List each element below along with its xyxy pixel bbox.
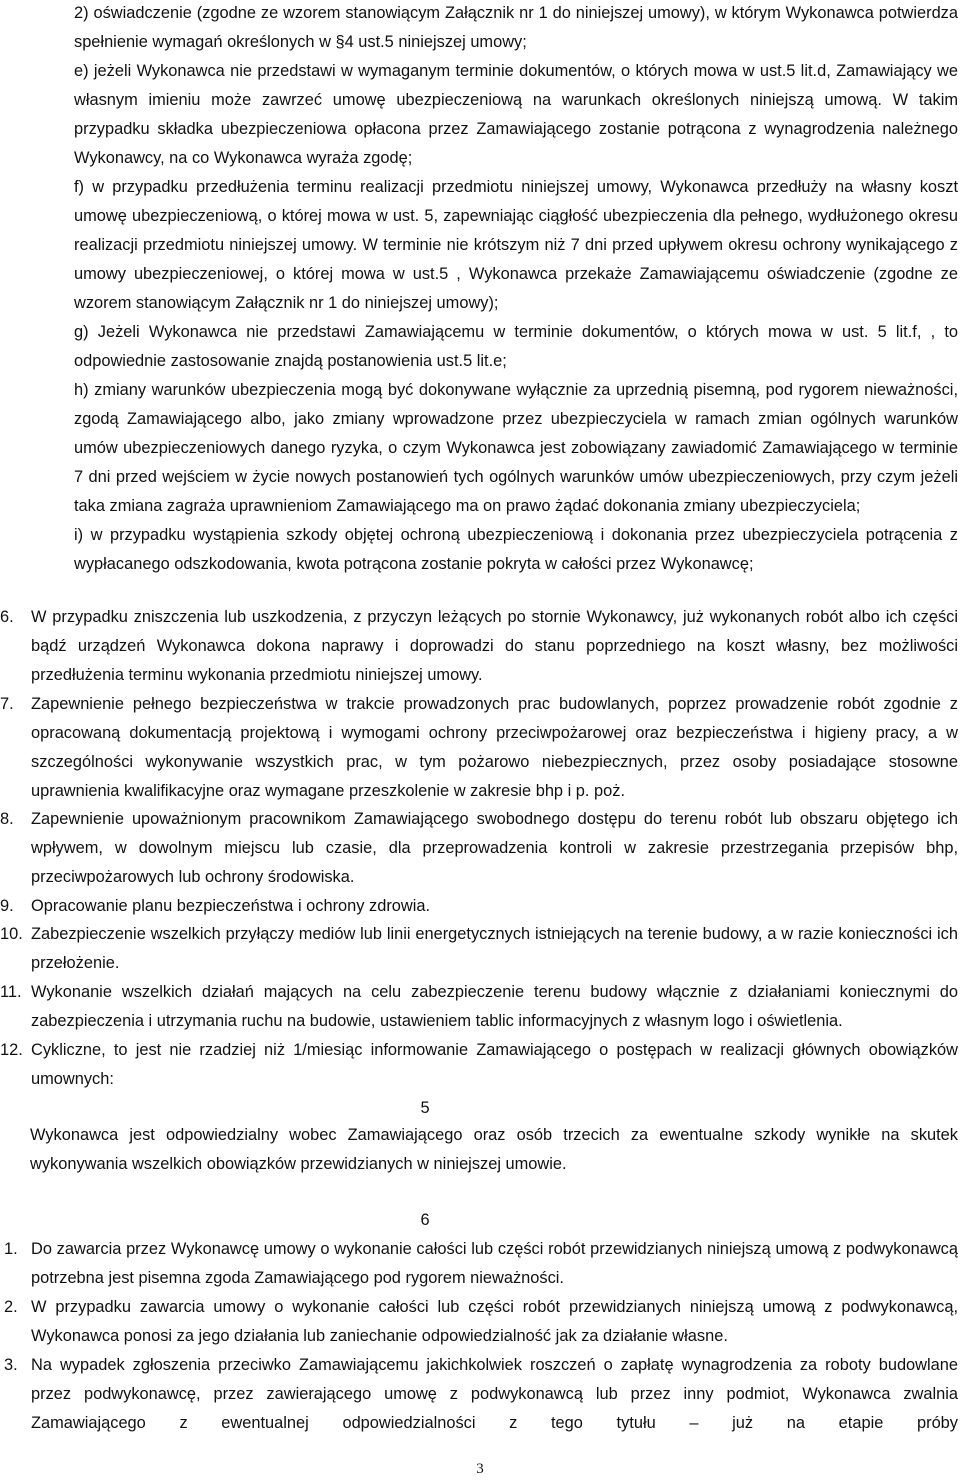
clause-h: h) zmiany warunków ubezpieczenia mogą być dokonywane wyłącznie za uprzednią pisemną, pod rygorem nieważności, zgodą Zamawiającego albo, jako zmiany wprowadzone przez ubezpieczyciela w ramach zmian ogólnych warunków umów ubezpieczeniowych danego ryzyka, o czym Wykonawca jest zobowiązany zawiadomić Zamawiającego w terminie 7 dni przed wejściem w życie nowych postanowień tych ogólnych warunków umów ubezpieczeniowych, przy czym jeżeli taka zmiana zagraża uprawnieniom Zamawiającego ma on prawo żądać dokonania zmiany ubezpieczyciela; — [74, 381, 958, 515]
list-item-9 — [0, 892, 958, 921]
item-number: 11. — [0, 983, 22, 1001]
item-text: W przypadku zniszczenia lub uszkodzenia, z przyczyn leżących po stornie Wykonawcy, już wykonanych robót albo ich części bądź urządzeń Wykonawca dokona naprawy i doprowadzi do stanu poprzedniego na koszt własny, bez możliwości przedłużenia terminu wykonania przedmiotu niniejszej umowy. — [31, 608, 958, 684]
section-6-item-1 — [4, 1235, 958, 1293]
item-number: 6. — [0, 608, 14, 626]
section-6-item-2 — [4, 1293, 958, 1351]
item-number: 8. — [0, 810, 14, 828]
item-text: W przypadku zawarcia umowy o wykonanie całości lub części robót przewidzianych niniejszą umową z podwykonawcą, Wykonawca ponosi za jego działania lub zaniechanie odpowiedzialność jak za działanie własne. — [31, 1298, 958, 1345]
section-5-heading: 5 — [420, 1099, 430, 1117]
clause-f: f) w przypadku przedłużenia terminu realizacji przedmiotu niniejszej umowy, Wykonawca przedłuży na własny koszt umowę ubezpieczeniową, o której mowa w ust. 5, zapewniając ciągłość ubezpieczenia dla pełnego, wydłużonego okresu realizacji przedmiotu niniejszej umowy. W terminie nie krótszym niż 7 dni przed upływem okresu ochrony wynikającego z umowy ubezpieczeniowej, o której mowa w ust.5 , Wykonawca przekaże Zamawiającemu oświadczenie (zgodne ze wzorem stanowiącym Załącznik nr 1 do niniejszej umowy); — [74, 178, 958, 312]
insurance-clauses — [74, 0, 958, 579]
list-item-10 — [0, 920, 958, 978]
item-text: Cykliczne, to jest nie rzadziej niż 1/miesiąc informowanie Zamawiającego o postępach w realizacji głównych obowiązków umownych: — [31, 1041, 958, 1088]
list-item-8 — [0, 805, 958, 892]
section-6-heading: 6 — [420, 1211, 430, 1229]
section-6-item-3 — [4, 1351, 958, 1438]
item-text: Zapewnienie pełnego bezpieczeństwa w trakcie prowadzonych prac budowlanych, poprzez prowadzenie robót zgodnie z opracowaną dokumentacją projektową i wymogami ochrony przeciwpożarowej oraz bezpieczeństwa i higieny pracy, a w szczególności wykonywanie wszystkich prac, w tym pożarowo niebezpiecznych, przez osoby posiadające stosowne uprawnienia kwalifikacyjne oraz wymagane przeszkolenie w zakresie bhp i p. poż. — [31, 695, 958, 800]
item-number: 10. — [0, 925, 23, 943]
section-5-text: Wykonawca jest odpowiedzialny wobec Zamawiającego oraz osób trzecich za ewentualne szkody wynikłe na skutek wykonywania wszelkich obowiązków przewidzianych w niniejszej umowie. — [30, 1126, 958, 1173]
list-item-7 — [0, 690, 958, 806]
item-text: Zapewnienie upoważnionym pracownikom Zamawiającego swobodnego dostępu do terenu robót lub obszaru objętego ich wpływem, w dowolnym miejscu lub czasie, dla przeprowadzenia kontroli w zakresie przestrzegania przepisów bhp, przeciwpożarowych lub ochrony środowiska. — [31, 810, 958, 886]
clause-2: 2) oświadczenie (zgodne ze wzorem stanowiącym Załącznik nr 1 do niniejszej umowy), w którym Wykonawca potwierdza spełnienie wymagań określonych w §4 ust.5 niniejszej umowy; — [74, 4, 958, 51]
item-number: 9. — [0, 897, 14, 915]
clause-g: g) Jeżeli Wykonawca nie przedstawi Zamawiającemu w terminie dokumentów, o których mowa w ust. 5 lit.f, , to odpowiednie zastosowanie znajdą postanowienia ust.5 lit.e; — [74, 323, 958, 370]
clause-i: i) w przypadku wystąpienia szkody objętej ochroną ubezpieczeniową i dokonania przez ubezpieczyciela potrącenia z wypłacanego odszkodowania, kwota potrącona zostanie pokryta w całości przez Wykonawcę; — [74, 526, 958, 573]
item-text: Wykonanie wszelkich działań mających na celu zabezpieczenie terenu budowy włącznie z działaniami koniecznymi do zabezpieczenia i utrzymania ruchu na budowie, ustawieniem tablic informacyjnych z własnym logo i oświetlenia. — [31, 983, 958, 1030]
item-number: 3. — [4, 1356, 18, 1374]
list-item-6 — [0, 603, 958, 690]
item-number: 7. — [0, 695, 14, 713]
clause-e: e) jeżeli Wykonawca nie przedstawi w wymaganym terminie dokumentów, o których mowa w ust.5 lit.d, Zamawiający we własnym imieniu może zawrzeć umowę ubezpieczeniową na warunkach określonych niniejszą umową. W takim przypadku składka ubezpieczeniowa opłacona przez Zamawiającego zostanie potrącona z wynagrodzenia należnego Wykonawcy, na co Wykonawca wyraża zgodę; — [74, 62, 958, 167]
list-item-12 — [0, 1036, 958, 1094]
item-number: 12. — [0, 1041, 23, 1059]
page-number: 3 — [476, 1461, 484, 1477]
item-text: Do zawarcia przez Wykonawcę umowy o wykonanie całości lub części robót przewidzianych niniejszą umową z podwykonawcą potrzebna jest pisemna zgoda Zamawiającego pod rygorem nieważności. — [31, 1240, 958, 1287]
item-text: Zabezpieczenie wszelkich przyłączy mediów lub linii energetycznych istniejących na terenie budowy, a w razie konieczności ich przełożenie. — [31, 925, 958, 972]
item-text: Na wypadek zgłoszenia przeciwko Zamawiającemu jakichkolwiek roszczeń o zapłatę wynagrodzenia za roboty budowlane przez podwykonawcę, przez zawierającego umowę z podwykonawcą lub przez inny podmiot, Wykonawca zwalnia Zamawiającego z ewentualnej odpowiedzialności z tego tytułu – już na etapie próby — [31, 1356, 958, 1432]
list-item-11 — [0, 978, 958, 1036]
item-text: Opracowanie planu bezpieczeństwa i ochrony zdrowia. — [31, 897, 431, 915]
item-number: 2. — [4, 1298, 18, 1316]
item-number: 1. — [4, 1240, 18, 1258]
